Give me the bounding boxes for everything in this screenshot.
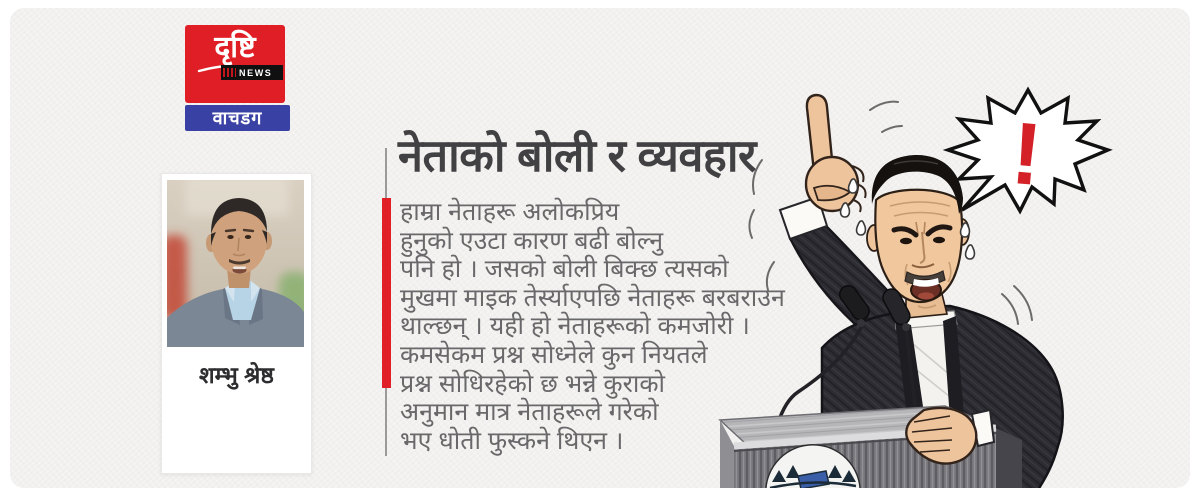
red-accent-bar <box>382 198 391 388</box>
body-line: भए धोती फुस्कने थिएन । <box>400 426 624 455</box>
author-name: शम्भु श्रेष्ठ <box>199 362 274 388</box>
logo-news-bar <box>221 65 283 80</box>
body-line: हाम्रा नेताहरू अलोकप्रिय <box>400 198 620 226</box>
body-line: अनुमान मात्र नेताहरूले गरेको <box>400 398 659 427</box>
logo-drishti-text: दृष्टि <box>214 31 256 64</box>
article-title: नेताको बोली र व्यवहार <box>398 130 756 181</box>
politician-illustration <box>710 80 1190 488</box>
logo-barcode-stripes <box>223 68 236 77</box>
logo-tagline-watchdog: वाचडग <box>185 105 290 131</box>
logo-drishti-box <box>185 25 285 103</box>
body-line: कमसेकम प्रश्न सोध्नेले कुन नियतले <box>400 340 708 369</box>
body-line: हुनुको एउटा कारण बढी बोल्नु <box>400 226 664 255</box>
body-line: प्रश्न सोधिरहेको छ भन्ने कुराको <box>400 369 666 398</box>
body-line: पनि हो । जसको बोली बिक्छ त्यसको <box>400 255 729 284</box>
author-card <box>161 173 312 474</box>
body-line: थाल्छन् । यही हो नेताहरूको कमजोरी । <box>400 312 750 341</box>
speech-bubble <box>948 90 1108 211</box>
author-portrait-illustration <box>167 180 304 347</box>
logo-news-label: NEWS <box>239 67 273 78</box>
banner-background <box>10 8 1190 488</box>
exclamation-mark: ! <box>1007 102 1046 205</box>
body-line: मुखमा माइक तेर्स्याएपछि नेताहरू बरबराउन <box>400 283 785 312</box>
author-photo <box>167 180 304 347</box>
